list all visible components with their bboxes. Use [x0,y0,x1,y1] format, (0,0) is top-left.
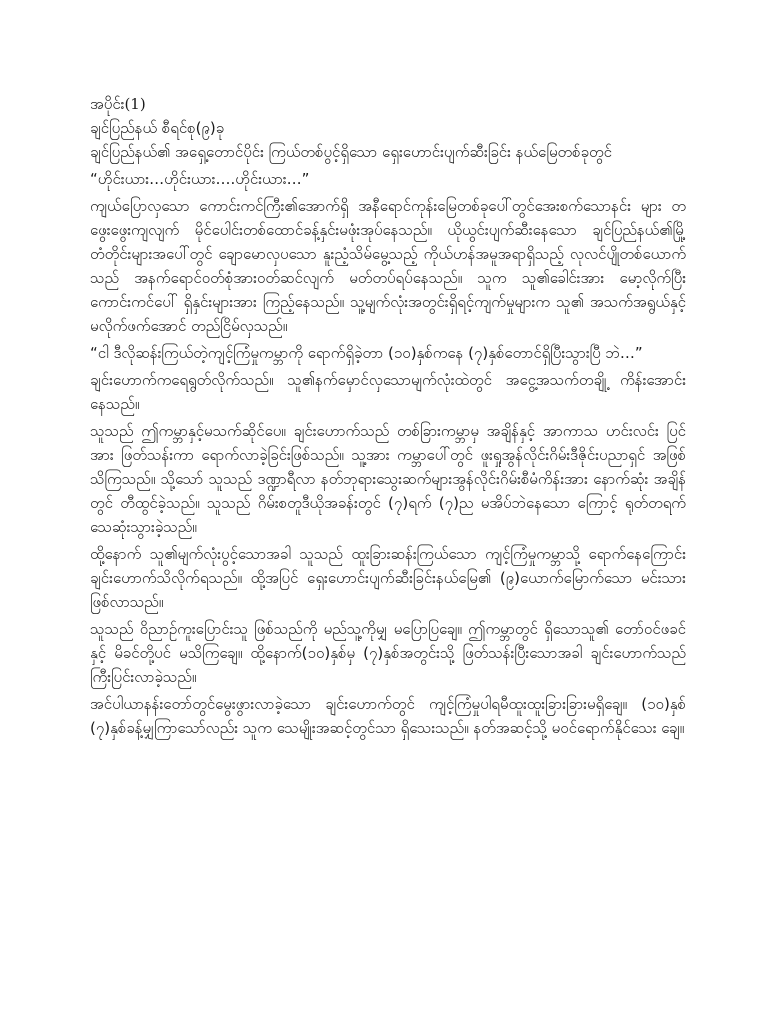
location-line: ချင်ပြည်နယ်၏ အရှေ့တောင်ပိုင်း ကြယ်တစ်ပွင့်ရှိသော ရှေးဟောင်းပျက်ဆီးခြင်း နယ်မြေတစ်ခုတွင် [90,143,612,161]
chapter-heading: အပိုင်း(1) [90,95,146,113]
paragraph: ကျယ်ပြောလှသော ကောင်းကင်ကြီး၏အောက်ရှိ အနီရောင်ကုန်းမြေတစ်ခုပေါ်တွင်အေးစက်သောနင်း များ တဖွေးဖွေးကျလျက် မိုင်ပေါင်းတစ်ထောင်ခန့်နှင်းမဖုံးအုပ်နေသည်။ ယိုယွင်းပျက်ဆီးနေသော ချင်ပြည်နယ်၏မြို့တံတိုင်းများအပေါ်တွင် ချောမောလှပသော နူးညံ့သိမ်မွေ့သည့် ကိုယ်ဟန်အမူအရာရှိသည့် လုလင်ပျိုတစ်ယောက်သည် အနက်ရောင်ဝတ်စုံအားဝတ်ဆင်လျက် မတ်တပ်ရပ်နေသည်။ သူက သူ၏ခေါင်းအား မော့လိုက်ပြီး ကောင်းကင်ပေါ် ရှိနှင်းများအား ကြည့်နေသည်။ သူ့မျက်လုံးအတွင်းရှိရင့်ကျက်မှုများက သူ၏ အသက်အရွယ်နှင့်မလိုက်ဖက်အောင် တည်ငြိမ်လှသည်။ [90,197,686,335]
subtitle: ချင်ပြည်နယ် စီရင်စု(၉)ခု [90,119,225,137]
dialogue-line: “ဟိုင်းယား…ဟိုင်းယား….ဟိုင်းယား…” [90,170,310,188]
paragraph: “ငါ ဒီလိုဆန်းကြယ်တဲ့ကျင့်ကြံမှုကမ္ဘာကို ရောက်ရှိခဲ့တာ (၁၀)နှစ်ကနေ (၇)နှစ်တောင်ရှိပြီးသွားပြီ ဘဲ…” [90,344,643,362]
document-page [90,92,686,743]
paragraph: ချင်းဟောက်ကရေရွတ်လိုက်သည်။ သူ၏နက်မှောင်လှသောမျက်လုံးထဲတွင် အငွေ့အသက်တချို့ ကိန်းအောင်းနေသည်။ [90,371,686,413]
paragraph: ထို့နောက် သူ၏မျက်လုံးပွင့်သောအခါ သူသည် ထူးခြားဆန်းကြယ်သော ကျင့်ကြံမှုကမ္ဘာသို့ ရောက်နေကြောင်း ချင်းဟောက်သိလိုက်ရသည်။ ထို့အပြင် ရှေးဟောင်းပျက်ဆီးခြင်းနယ်မြေ၏ (၉)ယောက်မြောက်သော မင်းသား ဖြစ်လာသည်။ [90,545,686,611]
paragraph: သူသည် ဤကမ္ဘာနှင့်မသက်ဆိုင်ပေ။ ချင်းဟောက်သည် တစ်ခြားကမ္ဘာမှ အချိန်နှင့် အာကာသ ဟင်းလင်း ပြင်အား ဖြတ်သန်းကာ ရောက်လာခဲ့ခြင်းဖြစ်သည်။ သူ့အား ကမ္ဘာပေါ်တွင် ဖူးရှုအွန်လိုင်းဂိမ်းဒီဇိုင်းပညာရှင် အဖြစ် သိကြသည်။ သို့သော် သူသည် ဒဏ္ဍာရီလာ နတ်ဘုရားသွေးဆက်များအွန်လိုင်းဂိမ်းစီမံကိန်းအား နောက်ဆုံး အချိန်တွင် တီထွင်ခဲ့သည်။ သူသည် ဂိမ်းစတူဒီယိုအခန်းတွင် (၇)ရက် (၇)ည မအိပ်ဘဲနေသော ကြောင့် ရုတ်တရက်သေဆုံးသွားခဲ့သည်။ [90,422,686,536]
paragraph: သူသည် ဝိညာဉ်ကူးပြောင်းသူ ဖြစ်သည်ကို မည်သူ့ကိုမျှ မပြောပြချေ။ ဤကမ္ဘာတွင် ရှိသောသူ၏ တော်ဝင်ဖခင်နှင့် မိခင်တို့ပင် မသိကြချေ။ ထို့နောက်(၁၀)နှစ်မှ (၇)နှစ်အတွင်းသို့ ဖြတ်သန်းပြီးသောအခါ ချင်းဟောက်သည် ကြီးပြင်းလာခဲ့သည်။ [90,620,686,686]
paragraph: အင်ပါယာနန်းတော်တွင်မွေးဖွားလာခဲ့သော ချင်းဟောက်တွင် ကျင့်ကြံမှုပါရမီထူးထူးခြားခြားမရှိချေ။ (၁၀)နှစ် (၇)နှစ်ခန့်မျှကြာသော်လည်း သူက သေမျိုးအဆင့်တွင်သာ ရှိသေးသည်။ နတ်အဆင့်သို့ မဝင်ရောက်နိုင်သေး ချေ။ [90,695,686,737]
